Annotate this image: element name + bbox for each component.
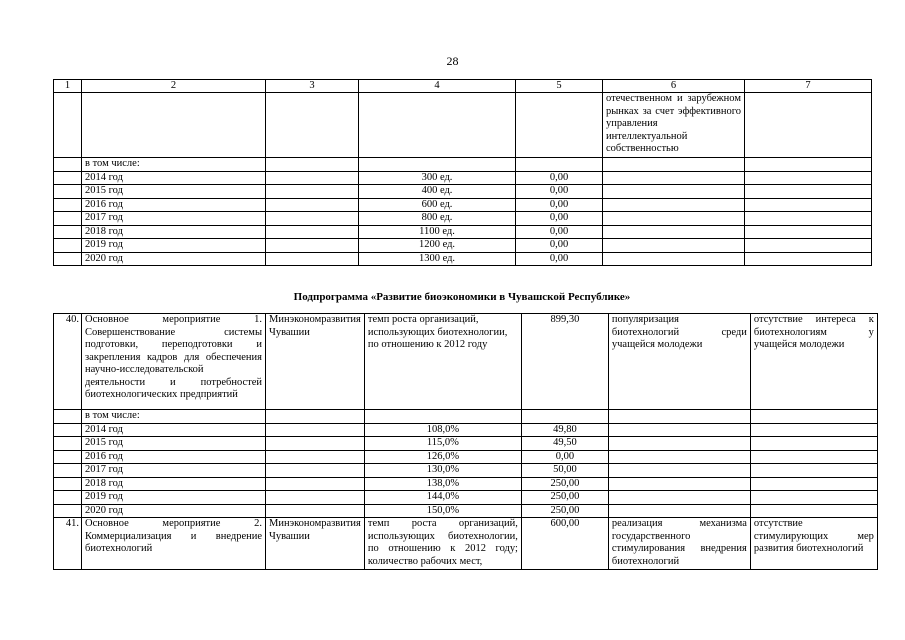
year-row — [54, 504, 878, 518]
year-label: 2014 год — [82, 423, 266, 437]
year-row — [54, 450, 878, 464]
in-particular-row — [54, 410, 878, 424]
amount-value: 250,00 — [521, 491, 608, 505]
year-label: 2019 год — [82, 239, 266, 253]
header-cell: 5 — [516, 80, 603, 93]
target-value: 115,0% — [364, 437, 521, 451]
header-cell: 4 — [359, 80, 516, 93]
header-cell: 1 — [54, 80, 82, 93]
year-row — [54, 185, 872, 199]
year-row — [54, 198, 872, 212]
amount-value: 49,50 — [521, 437, 608, 451]
year-label: 2018 год — [82, 477, 266, 491]
header-cell: 7 — [745, 80, 872, 93]
year-label: 2016 год — [82, 198, 266, 212]
header-cell: 3 — [266, 80, 359, 93]
table-top — [53, 79, 872, 266]
row-number: 41. — [54, 518, 82, 570]
amount-value: 0,00 — [516, 225, 603, 239]
target-value: 1200 ед. — [359, 239, 516, 253]
indicator-text: темп роста организаций, использующих биотехнологии, по отношению к 2012 году — [364, 314, 521, 410]
measure-row-41 — [54, 518, 878, 570]
year-row — [54, 239, 872, 253]
measure-row-40 — [54, 314, 878, 410]
target-value: 126,0% — [364, 450, 521, 464]
amount-value: 250,00 — [521, 504, 608, 518]
table-bottom — [53, 313, 878, 570]
target-value: 600 ед. — [359, 198, 516, 212]
year-label: 2015 год — [82, 185, 266, 199]
year-label: 2016 год — [82, 450, 266, 464]
amount-value: 0,00 — [521, 450, 608, 464]
measure-text: Основное мероприятие 2. Коммерциализация и внедрение биотехнологий — [82, 518, 266, 570]
target-value: 150,0% — [364, 504, 521, 518]
amount-value: 250,00 — [521, 477, 608, 491]
amount-value: 0,00 — [516, 185, 603, 199]
risk-text: отсутствие стимулирующих мер развития биотехнологий — [750, 518, 877, 570]
year-label: 2020 год — [82, 252, 266, 266]
year-label: 2017 год — [82, 212, 266, 226]
indicator-text: темп роста организаций, использующих биотехнологии, по отношению к 2012 году; количество рабочих мест, — [364, 518, 521, 570]
risk-text: отсутствие интереса к биотехнологиям у учащейся молодежи — [750, 314, 877, 410]
executor-text: Минэкономразвития Чувашии — [266, 314, 365, 410]
measure-text: Основное мероприятие 1. Совершенствование системы подготовки, переподготовки и закрепления кадров для обеспечения научно-исследовательской деятельности и потребностей биотехнологических предприятий — [82, 314, 266, 410]
year-row — [54, 171, 872, 185]
amount-value: 0,00 — [516, 171, 603, 185]
year-row — [54, 423, 878, 437]
amount-value: 50,00 — [521, 464, 608, 478]
year-label: 2020 год — [82, 504, 266, 518]
year-row — [54, 252, 872, 266]
year-row — [54, 477, 878, 491]
amount-value: 0,00 — [516, 252, 603, 266]
amount-value: 0,00 — [516, 198, 603, 212]
amount-value: 49,80 — [521, 423, 608, 437]
target-value: 800 ед. — [359, 212, 516, 226]
year-label: 2017 год — [82, 464, 266, 478]
page-number: 28 — [446, 54, 459, 68]
header-cell: 2 — [82, 80, 266, 93]
continued-result-text: отечественном и зарубежном рынках за счет эффективного управления интеллектуальной собственностью — [603, 93, 745, 158]
target-value: 1300 ед. — [359, 252, 516, 266]
year-label: 2019 год — [82, 491, 266, 505]
year-row — [54, 464, 878, 478]
target-value: 400 ед. — [359, 185, 516, 199]
year-row — [54, 212, 872, 226]
target-value: 1100 ед. — [359, 225, 516, 239]
in-particular-label: в том числе: — [82, 410, 266, 424]
target-value: 108,0% — [364, 423, 521, 437]
target-value: 130,0% — [364, 464, 521, 478]
continued-row — [54, 93, 872, 158]
amount-value: 0,00 — [516, 239, 603, 253]
amount-value: 899,30 — [521, 314, 608, 410]
in-particular-row — [54, 158, 872, 172]
target-value: 144,0% — [364, 491, 521, 505]
year-row — [54, 437, 878, 451]
result-text: реализация механизма государственного стимулирования внедрения биотехнологий — [608, 518, 750, 570]
amount-value: 600,00 — [521, 518, 608, 570]
target-value: 300 ед. — [359, 171, 516, 185]
year-label: 2014 год — [82, 171, 266, 185]
header-cell: 6 — [603, 80, 745, 93]
amount-value: 0,00 — [516, 212, 603, 226]
year-label: 2018 год — [82, 225, 266, 239]
subprogram-heading: Подпрограмма «Развитие биоэкономики в Чувашской Республике» — [293, 291, 631, 303]
in-particular-label: в том числе: — [82, 158, 266, 172]
year-row — [54, 491, 878, 505]
header-row — [54, 80, 872, 93]
year-label: 2015 год — [82, 437, 266, 451]
executor-text: Минэкономразвития Чувашии — [266, 518, 365, 570]
result-text: популяризация биотехнологий среди учащейся молодежи — [608, 314, 750, 410]
target-value: 138,0% — [364, 477, 521, 491]
row-number: 40. — [54, 314, 82, 410]
year-row — [54, 225, 872, 239]
